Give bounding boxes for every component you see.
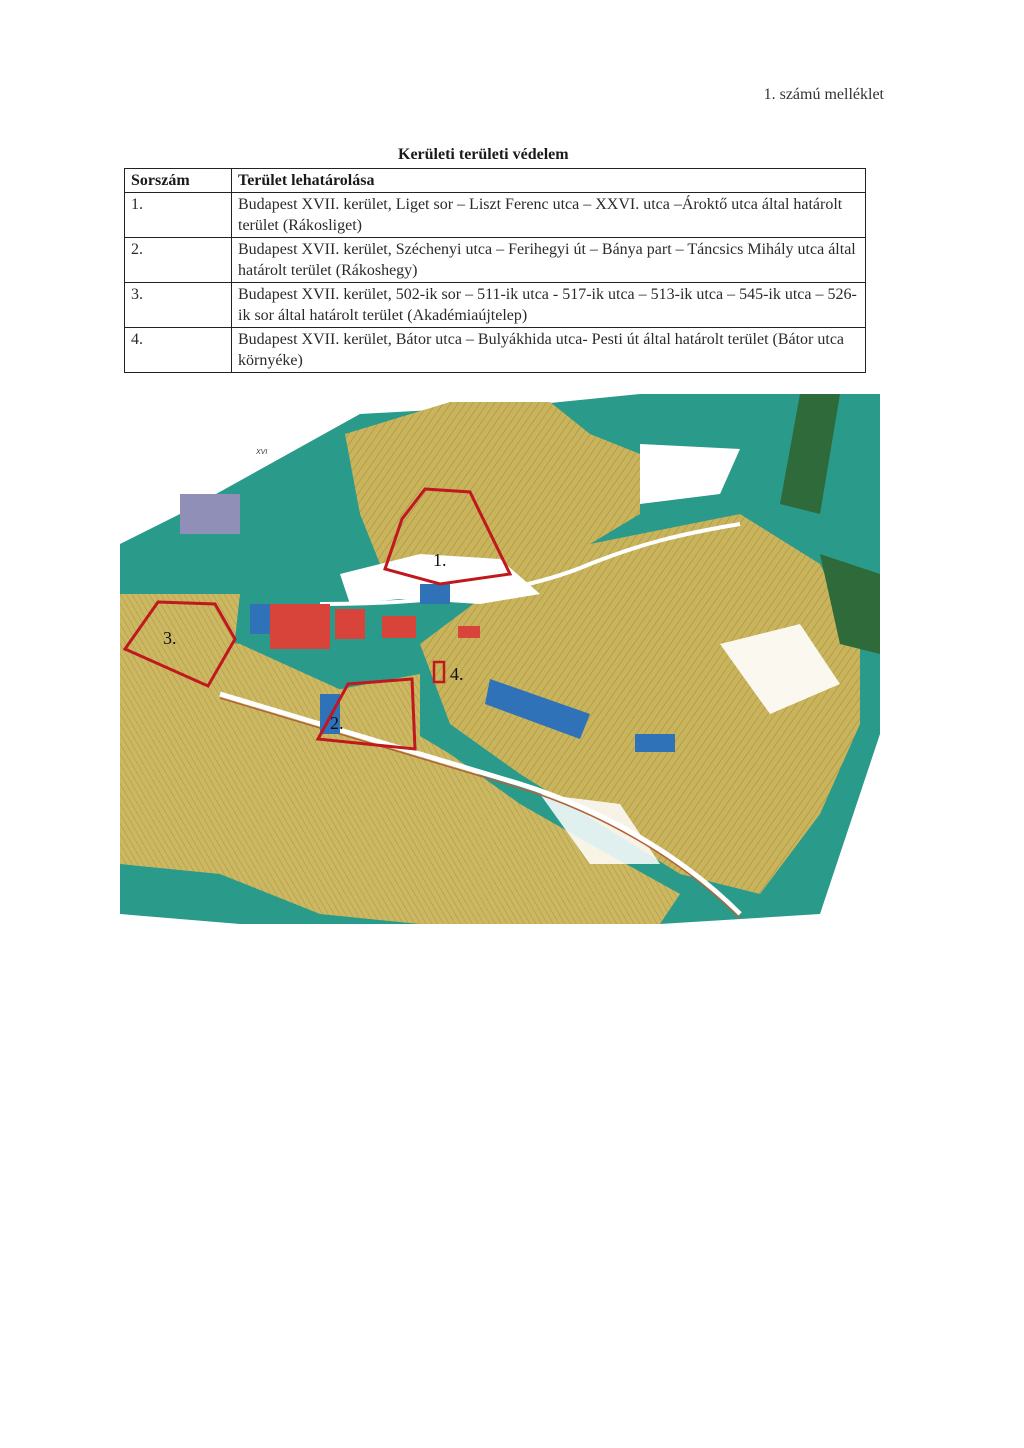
commercial-area (458, 626, 480, 638)
row-description: Budapest XVII. kerület, Széchenyi utca – Ferihegyi út – Bánya part – Táncsics Mihály utca által határolt terület (Rákoshegy) (232, 238, 866, 283)
area-label-1: 1. (433, 550, 447, 570)
district-label: XVI (256, 449, 268, 456)
page-title: Kerületi területi védelem (398, 146, 569, 163)
area-label-3: 3. (163, 628, 177, 648)
annex-label: 1. számú melléklet (763, 86, 884, 103)
table-row (125, 328, 866, 373)
row-description: Budapest XVII. kerület, Bátor utca – Bulyákhida utca- Pesti út által határolt terület (Bátor utca környéke) (232, 328, 866, 373)
row-number: 3. (125, 283, 232, 328)
header-terulet: Terület lehatárolása (232, 169, 866, 193)
commercial-area (382, 616, 416, 638)
table-header-row (125, 169, 866, 193)
protection-table (124, 168, 866, 373)
public-area (635, 734, 675, 752)
table-row (125, 193, 866, 238)
row-number: 4. (125, 328, 232, 373)
area-label-4: 4. (450, 664, 464, 684)
header-sorszam: Sorszám (125, 169, 232, 193)
area-label-2: 2. (330, 713, 344, 733)
row-description: Budapest XVII. kerület, 502-ik sor – 511-ik utca - 517-ik utca – 513-ik utca – 545-ik utca – 526-ik sor által határolt terület (Akadémiaújtelep) (232, 283, 866, 328)
table-row (125, 283, 866, 328)
table-row (125, 238, 866, 283)
public-area (420, 584, 450, 604)
map-svg (120, 394, 880, 924)
commercial-area (270, 604, 330, 649)
public-area (180, 494, 240, 534)
row-number: 2. (125, 238, 232, 283)
district-map (120, 394, 880, 924)
commercial-area (335, 609, 365, 639)
row-number: 1. (125, 193, 232, 238)
row-description: Budapest XVII. kerület, Liget sor – Liszt Ferenc utca – XXVI. utca –Ároktő utca által határolt terület (Rákosliget) (232, 193, 866, 238)
